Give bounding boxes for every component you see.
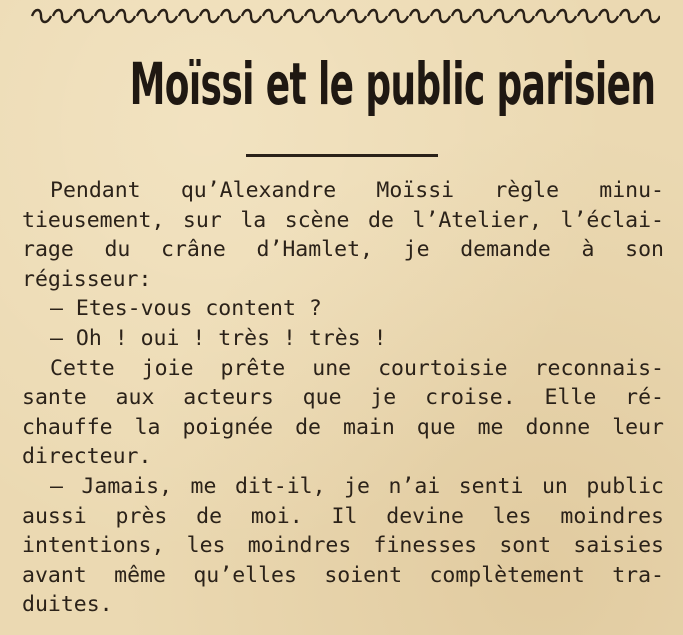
title-divider <box>246 154 438 157</box>
article-title: Moïssi et le public parisien <box>129 50 656 118</box>
article-line: aussi près de moi. Il devine les moindres <box>22 503 664 529</box>
ornament-link <box>620 10 639 22</box>
ornament-link <box>347 10 366 22</box>
ornament-link <box>179 10 198 22</box>
ornament-link <box>116 10 135 22</box>
ornament-link <box>263 10 282 22</box>
article-line: — Oh ! oui ! très ! très ! <box>50 325 387 351</box>
ornament-link <box>95 10 114 22</box>
ornament-link <box>137 10 156 22</box>
article-line: chauffe la poignée de main que me donne leur <box>22 414 664 440</box>
article-body <box>22 176 664 620</box>
ornament-link <box>557 10 576 22</box>
ornament-link <box>578 10 597 22</box>
ornament-link <box>284 10 303 22</box>
article-line: Cette joie prête une courtoisie reconnais- <box>50 355 664 381</box>
ornament-link <box>641 10 660 22</box>
ornament-link <box>389 10 408 22</box>
article-line: tieusement, sur la scène de l’Atelier, l’éclai- <box>22 207 664 233</box>
article-line: duites. <box>22 592 113 618</box>
article-line: avant même qu’elles soient complètement tra- <box>22 562 664 588</box>
article-line: sante aux acteurs que je croise. Elle ré- <box>22 385 664 411</box>
ornament-link <box>368 10 387 22</box>
article-line: — Etes-vous content ? <box>50 296 322 322</box>
ornament-link <box>452 10 471 22</box>
ornament-link <box>74 10 93 22</box>
ornament-link <box>305 10 324 22</box>
ornament-link <box>599 10 618 22</box>
ornament-link <box>494 10 513 22</box>
ornament-link <box>200 10 219 22</box>
ornament-link <box>221 10 240 22</box>
article-line: — Jamais, me dit-il, je n’ai senti un public <box>50 473 664 499</box>
ornament-link <box>158 10 177 22</box>
chain-ornament-border <box>30 6 660 26</box>
ornament-link <box>473 10 492 22</box>
ornament-link <box>515 10 534 22</box>
article-line: rage du crâne d’Hamlet, je demande à son <box>22 237 664 263</box>
ornament-link <box>410 10 429 22</box>
article-line: intentions, les moindres finesses sont saisies <box>22 533 664 559</box>
ornament-link <box>431 10 450 22</box>
article-line: régisseur: <box>22 266 152 292</box>
ornament-link <box>32 10 51 22</box>
ornament-link <box>326 10 345 22</box>
article-line: Pendant qu’Alexandre Moïssi règle minu- <box>50 178 664 203</box>
article-line: directeur. <box>22 444 152 470</box>
ornament-link <box>536 10 555 22</box>
ornament-link <box>242 10 261 22</box>
ornament-link <box>53 10 72 22</box>
